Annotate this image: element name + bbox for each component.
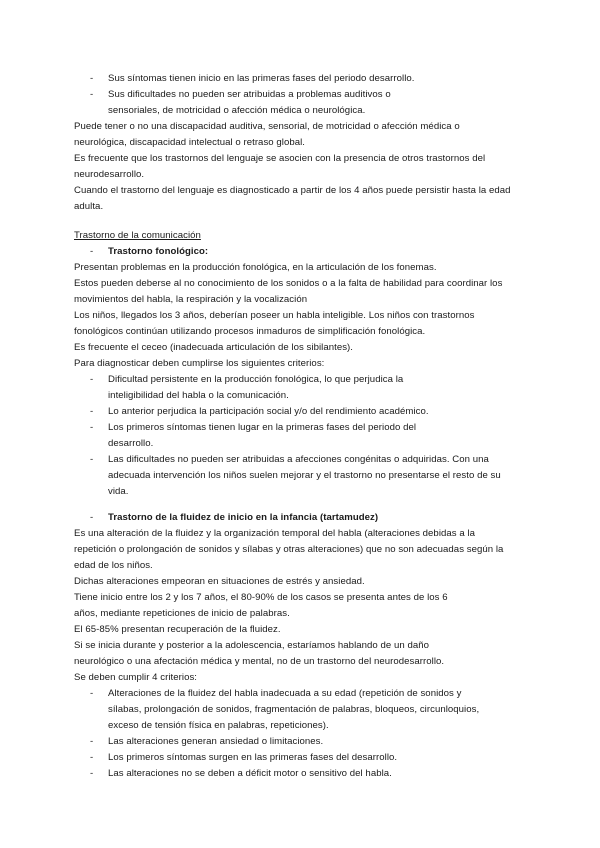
phonological-criterion-2: Lo anterior perjudica la participación social y/o del rendimiento académico.: [108, 406, 429, 417]
fluency-para-line: neurológico o una afectación médica y mental, no de un trastorno del neurodesarrollo.: [74, 656, 445, 667]
phonological-criterion-3: Los primeros síntomas tienen lugar en la primeras fases del periodo del: [108, 422, 417, 433]
phonological-para-line: Los niños, llegados los 3 años, deberían poseer un habla inteligible. Los niños con trastornos: [74, 310, 475, 321]
phonological-para-line: fonológicos continúan utilizando procesos inmaduros de simplificación fonológica.: [74, 326, 426, 337]
intro-para-line: Es frecuente que los trastornos del lenguaje se asocien con la presencia de otros trastornos del: [74, 153, 486, 164]
bullet-dash: -: [90, 73, 94, 84]
phonological-para-line: Para diagnosticar deben cumplirse los siguientes criterios:: [74, 358, 325, 369]
bullet-dash: -: [90, 406, 94, 417]
intro-para-line: neurodesarrollo.: [74, 169, 145, 180]
bullet-dash: -: [90, 422, 94, 433]
fluency-criterion-1: Alteraciones de la fluidez del habla inadecuada a su edad (repetición de sonidos y: [108, 688, 462, 699]
intro-bullet-1: Sus síntomas tienen inicio en las primeras fases del periodo desarrollo.: [108, 73, 415, 84]
phonological-para-line: Presentan problemas en la producción fonológica, en la articulación de los fonemas.: [74, 262, 437, 273]
bullet-dash: -: [90, 768, 94, 779]
phonological-criterion-4: Las dificultades no pueden ser atribuidas a afecciones congénitas o adquiridas. Con una: [108, 454, 489, 465]
bullet-dash: -: [90, 89, 94, 100]
intro-para-line: adulta.: [74, 201, 104, 212]
phonological-criterion-1: Dificultad persistente en la producción fonológica, lo que perjudica la: [108, 374, 404, 385]
phonological-criterion-3-cont: desarrollo.: [108, 438, 154, 449]
bullet-dash: -: [90, 454, 94, 465]
section-heading-communication: Trastorno de la comunicación: [74, 230, 201, 241]
fluency-para-line: Si se inicia durante y posterior a la adolescencia, estaríamos hablando de un daño: [74, 640, 430, 651]
phonological-para-line: movimientos del habla, la respiración y la vocalización: [74, 294, 308, 305]
fluency-para-line: Se deben cumplir 4 criterios:: [74, 672, 198, 683]
intro-bullet-2-cont: sensoriales, de motricidad o afección médica o neurológica.: [108, 105, 366, 116]
fluency-para-line: edad de los niños.: [74, 560, 153, 571]
fluency-para-line: repetición o prolongación de sonidos y sílabas y otras alteraciones) que no son adecuadas según la: [74, 544, 504, 555]
bullet-dash: -: [90, 374, 94, 385]
fluency-para-line: El 65-85% presentan recuperación de la fluidez.: [74, 624, 281, 635]
bullet-dash: -: [90, 512, 94, 523]
fluency-para-line: Es una alteración de la fluidez y la organización temporal del habla (alteraciones debidas a la: [74, 528, 476, 539]
intro-bullet-2: Sus dificultades no pueden ser atribuidas a problemas auditivos o: [108, 89, 391, 100]
fluency-para-line: Tiene inicio entre los 2 y los 7 años, el 80-90% de los casos se presenta antes de los 6: [74, 592, 448, 603]
bullet-dash: -: [90, 736, 94, 747]
fluency-criterion-1-cont: exceso de tensión física en palabras, repeticiones).: [108, 720, 329, 731]
phonological-para-line: Estos pueden deberse al no conocimiento de los sonidos o a la falta de habilidad para coordinar los: [74, 278, 503, 289]
bullet-dash: -: [90, 688, 94, 699]
bullet-dash: -: [90, 752, 94, 763]
phonological-para-line: Es frecuente el ceceo (inadecuada articulación de los sibilantes).: [74, 342, 354, 353]
phonological-criterion-4-cont: vida.: [108, 486, 129, 497]
fluency-para-line: años, mediante repeticiones de inicio de palabras.: [74, 608, 290, 619]
intro-para-line: Puede tener o no una discapacidad auditiva, sensorial, de motricidad o afección médica o: [74, 121, 460, 132]
intro-para-line: neurológica, discapacidad intelectual o retraso global.: [74, 137, 306, 148]
intro-para-line: Cuando el trastorno del lenguaje es diagnosticado a partir de los 4 años puede persistir hasta la edad: [74, 185, 511, 196]
phonological-criterion-1-cont: inteligibilidad del habla o la comunicación.: [108, 390, 289, 401]
bullet-dash: -: [90, 246, 94, 257]
phonological-criterion-4-cont: adecuada intervención los niños suelen mejorar y el trastorno no presentarse el resto de su: [108, 470, 501, 481]
subsection-title-phonological: Trastorno fonológico:: [108, 246, 209, 257]
fluency-para-line: Dichas alteraciones empeoran en situaciones de estrés y ansiedad.: [74, 576, 365, 587]
fluency-criterion-4: Las alteraciones no se deben a déficit motor o sensitivo del habla.: [108, 768, 392, 779]
fluency-criterion-3: Los primeros síntomas surgen en las primeras fases del desarrollo.: [108, 752, 398, 763]
fluency-criterion-1-cont: sílabas, prolongación de sonidos, fragmentación de palabras, bloqueos, circunloquios,: [108, 704, 480, 715]
fluency-criterion-2: Las alteraciones generan ansiedad o limitaciones.: [108, 736, 324, 747]
subsection-title-fluency: Trastorno de la fluidez de inicio en la infancia (tartamudez): [108, 512, 379, 523]
